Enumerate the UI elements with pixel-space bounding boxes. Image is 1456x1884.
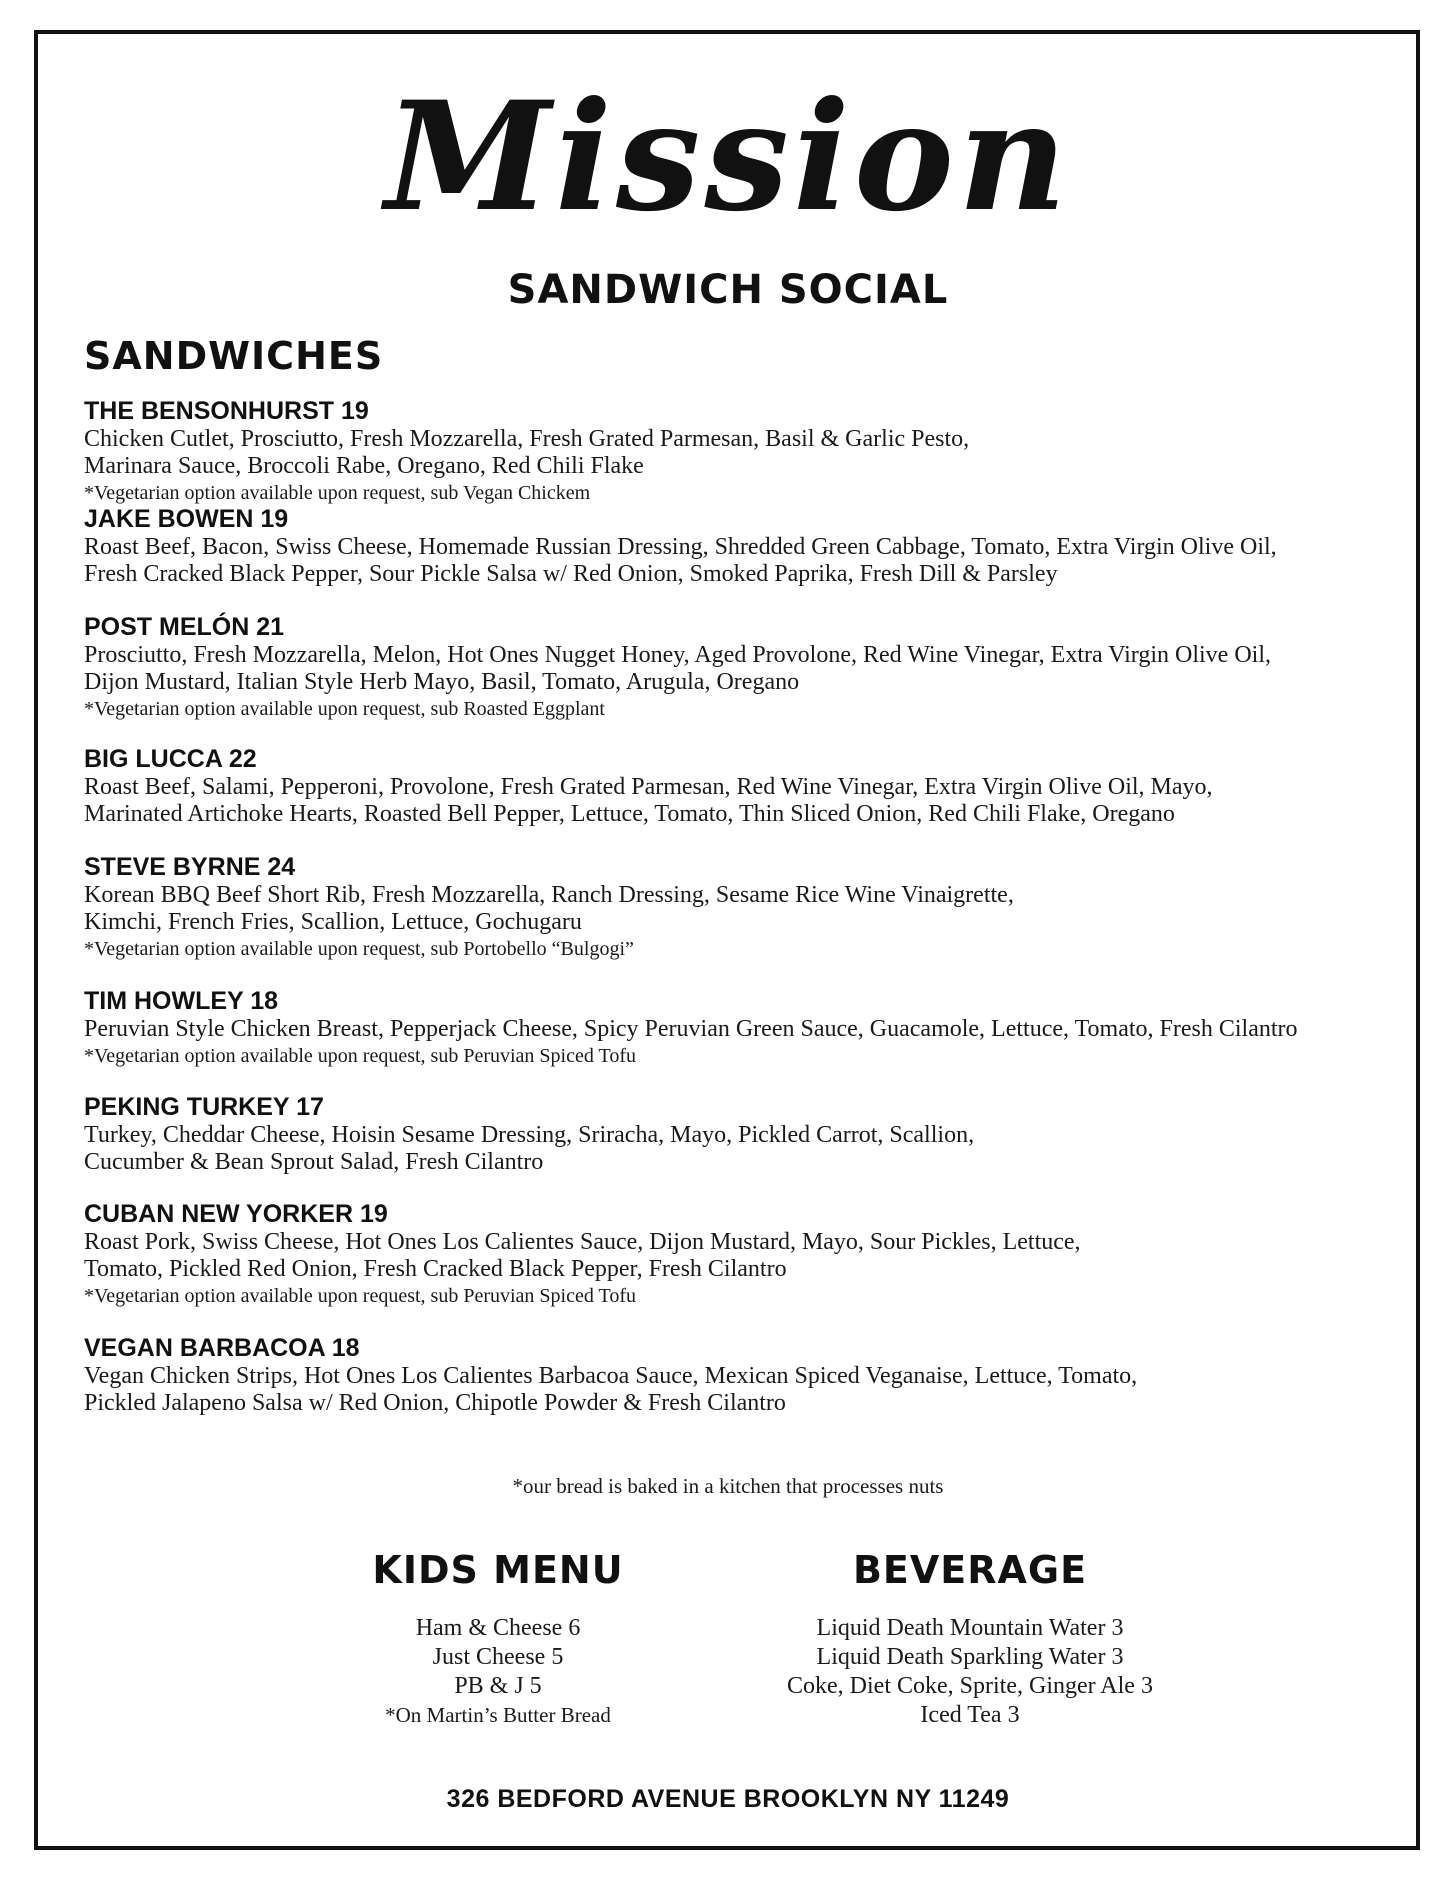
sandwiches-section-title: SANDWICHES (84, 334, 384, 378)
beverage-item: Liquid Death Sparkling Water 3 (816, 1644, 1124, 1670)
item-ingredients: Roast Beef, Salami, Pepperoni, Provolone, Fresh Grated Parmesan, Red Wine Vinegar, Extra Virgin Olive Oil, Mayo, (84, 774, 1213, 800)
item-ingredients: Cucumber & Bean Sprout Salad, Fresh Cilantro (84, 1149, 544, 1175)
item-ingredients: Vegan Chicken Strips, Hot Ones Los Calientes Barbacoa Sauce, Mexican Spiced Veganaise, Lettuce, Tomato, (84, 1363, 1138, 1389)
item-name: JAKE BOWEN 19 (84, 505, 289, 533)
menu-item (84, 396, 1384, 504)
item-ingredients: Fresh Cracked Black Pepper, Sour Pickle Salsa w/ Red Onion, Smoked Paprika, Fresh Dill & Parsley (84, 561, 1058, 587)
item-ingredients: Roast Pork, Swiss Cheese, Hot Ones Los Calientes Sauce, Dijon Mustard, Mayo, Sour Pickles, Lettuce, (84, 1229, 1081, 1255)
item-vegetarian-note: *Vegetarian option available upon request, sub Vegan Chickem (84, 482, 591, 504)
item-vegetarian-note: *Vegetarian option available upon request, sub Peruvian Spiced Tofu (84, 1285, 636, 1307)
item-name: STEVE BYRNE 24 (84, 853, 296, 881)
menu-item (84, 1333, 1384, 1417)
item-name: THE BENSONHURST 19 (84, 397, 369, 425)
item-ingredients: Peruvian Style Chicken Breast, Pepperjack Cheese, Spicy Peruvian Green Sauce, Guacamole, Lettuce, Tomato, Fresh Cilantro (84, 1016, 1298, 1042)
restaurant-subtitle: SANDWICH SOCIAL (507, 267, 949, 313)
item-name: BIG LUCCA 22 (84, 745, 257, 773)
nut-disclaimer: *our bread is baked in a kitchen that processes nuts (512, 1474, 944, 1498)
item-name: POST MELÓN 21 (84, 613, 285, 641)
menu-item (84, 1199, 1384, 1333)
kids-menu-item: Just Cheese 5 (432, 1644, 564, 1670)
menu-item (84, 852, 1384, 986)
beverage-title: BEVERAGE (852, 1548, 1088, 1592)
beverage-section (740, 1548, 1200, 1730)
item-ingredients: Tomato, Pickled Red Onion, Fresh Cracked Black Pepper, Fresh Cilantro (84, 1256, 787, 1282)
beverage-item: Iced Tea 3 (920, 1702, 1020, 1728)
item-name: TIM HOWLEY 18 (84, 987, 279, 1015)
item-ingredients: Roast Beef, Bacon, Swiss Cheese, Homemade Russian Dressing, Shredded Green Cabbage, Tomato, Extra Virgin Olive Oil, (84, 534, 1277, 560)
kids-menu-section (338, 1548, 658, 1730)
sandwich-list (84, 396, 1384, 1417)
menu-item (84, 1092, 1384, 1199)
item-ingredients: Pickled Jalapeno Salsa w/ Red Onion, Chipotle Powder & Fresh Cilantro (84, 1390, 786, 1416)
kids-menu-note: *On Martin’s Butter Bread (385, 1703, 611, 1727)
beverage-item: Liquid Death Mountain Water 3 (816, 1615, 1124, 1641)
item-ingredients: Prosciutto, Fresh Mozzarella, Melon, Hot Ones Nugget Honey, Aged Provolone, Red Wine Vinegar, Extra Virgin Olive Oil, (84, 642, 1271, 668)
item-ingredients: Turkey, Cheddar Cheese, Hoisin Sesame Dressing, Sriracha, Mayo, Pickled Carrot, Scallion, (84, 1122, 975, 1148)
item-vegetarian-note: *Vegetarian option available upon request, sub Roasted Eggplant (84, 698, 605, 720)
kids-menu-item: PB & J 5 (454, 1673, 542, 1699)
item-ingredients: Marinated Artichoke Hearts, Roasted Bell Pepper, Lettuce, Tomato, Thin Sliced Onion, Red Chili Flake, Oregano (84, 801, 1175, 827)
beverage-item: Coke, Diet Coke, Sprite, Ginger Ale 3 (787, 1673, 1153, 1699)
kids-menu-item: Ham & Cheese 6 (415, 1615, 581, 1641)
item-ingredients: Chicken Cutlet, Prosciutto, Fresh Mozzarella, Fresh Grated Parmesan, Basil & Garlic Pesto, (84, 426, 970, 452)
item-name: CUBAN NEW YORKER 19 (84, 1200, 388, 1228)
item-ingredients: Kimchi, French Fries, Scallion, Lettuce, Gochugaru (84, 909, 582, 935)
mission-logo: Mission (384, 69, 1071, 245)
menu-item (84, 744, 1384, 852)
restaurant-address: 326 BEDFORD AVENUE BROOKLYN NY 11249 (446, 1785, 1010, 1813)
menu-item (84, 612, 1384, 744)
item-ingredients: Dijon Mustard, Italian Style Herb Mayo, Basil, Tomato, Arugula, Oregano (84, 669, 800, 695)
item-name: VEGAN BARBACOA 18 (84, 1334, 360, 1362)
kids-menu-title: KIDS MENU (372, 1548, 624, 1592)
item-vegetarian-note: *Vegetarian option available upon request, sub Peruvian Spiced Tofu (84, 1045, 636, 1067)
menu-item (84, 986, 1384, 1092)
item-name: PEKING TURKEY 17 (84, 1093, 324, 1121)
item-vegetarian-note: *Vegetarian option available upon request, sub Portobello “Bulgogi” (84, 938, 634, 960)
item-ingredients: Korean BBQ Beef Short Rib, Fresh Mozzarella, Ranch Dressing, Sesame Rice Wine Vinaigrette, (84, 882, 1014, 908)
item-ingredients: Marinara Sauce, Broccoli Rabe, Oregano, Red Chili Flake (84, 453, 644, 479)
menu-item (84, 504, 1384, 612)
